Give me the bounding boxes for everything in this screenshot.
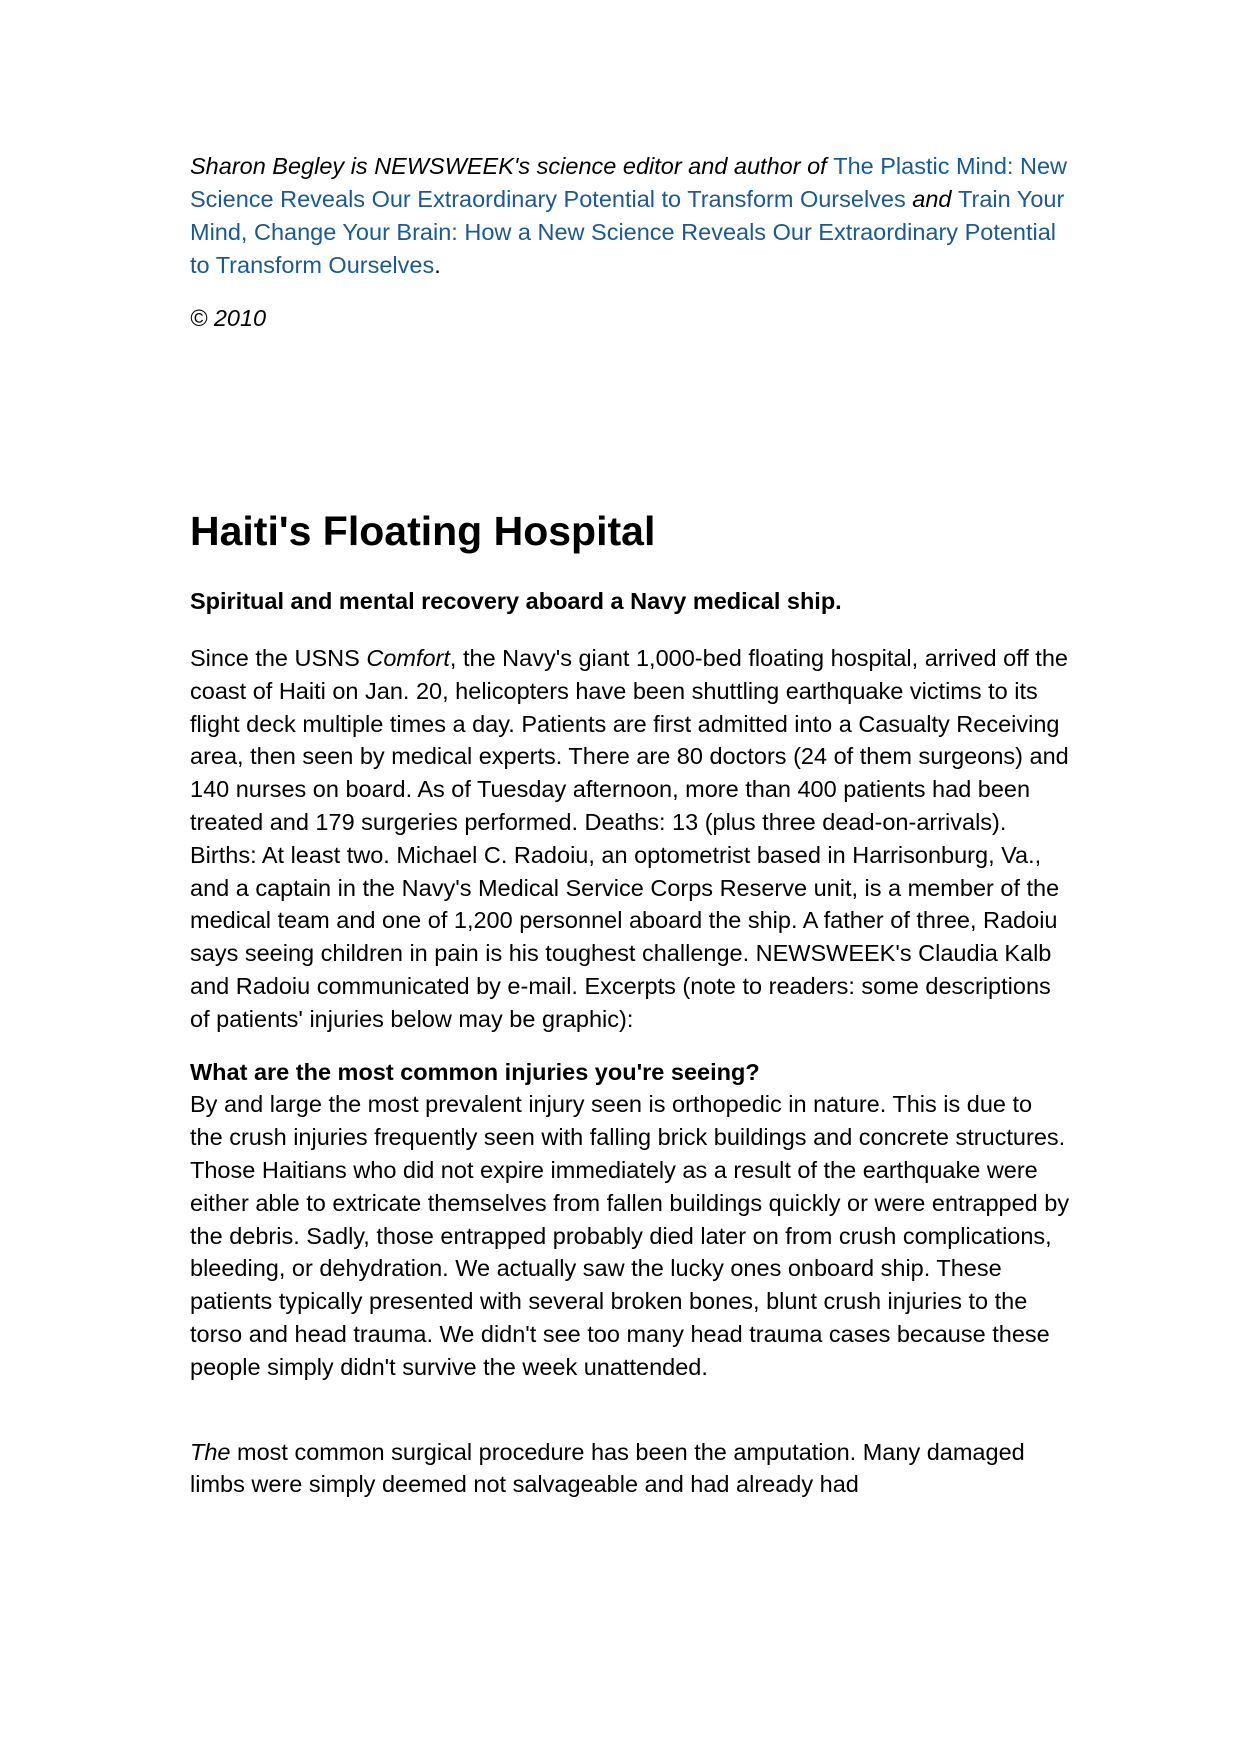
article-subtitle: Spiritual and mental recovery aboard a Navy medical ship.	[190, 588, 842, 614]
ship-name: Comfort	[366, 645, 450, 671]
amputation-lead: The	[190, 1438, 231, 1465]
book-link-plastic-mind[interactable]: The Plastic Mind: New Science Reveals Our Extraordinary Potential to Transform Ourselves	[190, 153, 1067, 212]
byline-prefix: Sharon Begley is NEWSWEEK's science editor and author of	[190, 153, 834, 179]
author-byline	[190, 150, 1070, 282]
intro-paragraph	[190, 642, 1070, 1036]
article-title: Haiti's Floating Hospital	[190, 508, 656, 554]
intro-before-ship: Since the USNS	[190, 645, 367, 671]
interview-answer: By and large the most prevalent injury seen is orthopedic in nature. This is due to the crush injuries frequently seen with falling brick buildings and concrete structures. Those Haitians who did not expire immediately as a result of the earthquake were either able to extricate themselves from fallen buildings quickly or were entrapped by the debris. Sadly, those entrapped probably died later on from crush complications, bleeding, or dehydration. We actually saw the lucky ones onboard ship. These patients typically presented with several broken bones, blunt crush injuries to the torso and head trauma. We didn't see too many head trauma cases because these people simply didn't survive the week unattended.	[190, 1091, 1070, 1380]
interview-question: What are the most common injuries you're seeing?	[190, 1058, 760, 1085]
amputation-rest: most common surgical procedure has been the amputation. Many damaged limbs were simply deemed not salvageable and had already had	[190, 1438, 1025, 1498]
document-page	[190, 150, 1070, 1501]
byline-joiner: and	[905, 186, 959, 212]
intro-after-ship: , the Navy's giant 1,000-bed floating hospital, arrived off the coast of Haiti on Jan. 20, helicopters have been shuttling earthquake victims to its flight deck multiple times a day. Patients are first admitted into a Casualty Receiving area, then seen by medical experts. There are 80 doctors (24 of them surgeons) and 140 nurses on board. As of Tuesday afternoon, more than 400 patients had been treated and 179 surgeries performed. Deaths: 13 (plus three dead-on-arrivals). Births: At least two. Michael C. Radoiu, an optometrist based in Harrisonburg, Va., and a captain in the Navy's Medical Service Corps Reserve unit, is a member of the medical team and one of 1,200 personnel aboard the ship. A father of three, Radoiu says seeing children in pain is his toughest challenge. NEWSWEEK's Claudia Kalb and Radoiu communicated by e-mail. Excerpts (note to readers: some descriptions of patients' injuries below may be graphic):	[190, 645, 1069, 1032]
amputation-paragraph	[190, 1436, 1070, 1502]
book-link-train-your-mind[interactable]: Train Your Mind, Change Your Brain: How a New Science Reveals Our Extraordinary Potential to Transform Ourselves	[190, 186, 1065, 278]
copyright-notice: © 2010	[190, 305, 267, 331]
byline-suffix: .	[434, 252, 441, 278]
